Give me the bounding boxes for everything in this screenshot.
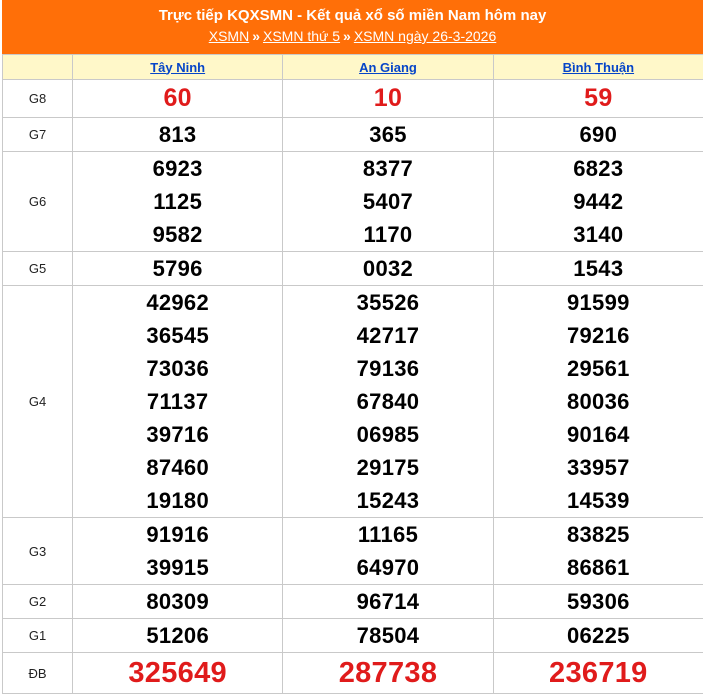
- winning-number: 86861: [566, 555, 630, 580]
- prize-cell: [73, 252, 283, 286]
- winning-number: 79136: [356, 356, 420, 381]
- prize-cell: [493, 619, 703, 653]
- winning-number: 39915: [146, 555, 209, 580]
- prize-row: [3, 286, 703, 518]
- lottery-results-widget: [2, 0, 703, 698]
- prize-cell: [73, 619, 283, 653]
- winning-number: 42717: [356, 323, 420, 348]
- results-body: [3, 80, 703, 694]
- winning-number: 6823: [573, 156, 624, 181]
- prize-row: [3, 152, 703, 252]
- winning-number: 11165: [357, 522, 419, 547]
- results-table: [2, 54, 703, 694]
- prize-cell: [493, 152, 703, 252]
- breadcrumb-link-xsmn-date[interactable]: XSMN ngày 26-3-2026: [353, 28, 497, 44]
- prize-row: [3, 585, 703, 619]
- prize-cell: [493, 653, 703, 694]
- winning-number: 10: [373, 84, 403, 112]
- winning-number: 287738: [338, 657, 438, 689]
- prize-label: G3: [3, 518, 73, 585]
- prize-cell: [73, 518, 283, 585]
- prize-cell: [283, 252, 493, 286]
- breadcrumb-link-xsmn-weekday[interactable]: XSMN thứ 5: [262, 28, 341, 44]
- prize-cell: [493, 286, 703, 518]
- province-header-cell: [493, 55, 703, 80]
- winning-number: 29175: [356, 455, 420, 480]
- province-link-tay-ninh[interactable]: Tây Ninh: [150, 59, 206, 75]
- winning-number: 59: [584, 84, 613, 112]
- prize-cell: [493, 80, 703, 118]
- winning-number: 64970: [356, 555, 420, 580]
- winning-number: 36545: [146, 323, 209, 348]
- winning-number: 59306: [566, 589, 630, 614]
- province-link-an-giang[interactable]: An Giang: [359, 59, 417, 75]
- prize-row: [3, 80, 703, 118]
- province-header-row: [3, 55, 703, 80]
- winning-number: 39716: [146, 422, 209, 447]
- winning-number: 90164: [566, 422, 630, 447]
- prize-cell: [283, 518, 493, 585]
- winning-number: 87460: [146, 455, 209, 480]
- prize-cell: [283, 619, 493, 653]
- prize-column-header: [3, 55, 73, 80]
- winning-number: 42962: [146, 290, 209, 315]
- winning-number: 73036: [146, 356, 209, 381]
- prize-row: [3, 118, 703, 152]
- winning-number: 78504: [356, 623, 420, 648]
- prize-cell: [493, 252, 703, 286]
- prize-cell: [493, 585, 703, 619]
- winning-number: 80309: [146, 589, 209, 614]
- winning-number: 35526: [356, 290, 420, 315]
- prize-label: G2: [3, 585, 73, 619]
- winning-number: 813: [158, 122, 197, 147]
- province-header-cell: [283, 55, 493, 80]
- winning-number: 33957: [566, 455, 630, 480]
- winning-number: 29561: [566, 356, 630, 381]
- prize-cell: [73, 118, 283, 152]
- winning-number: 67840: [356, 389, 420, 414]
- prize-cell: [73, 80, 283, 118]
- winning-number: 19180: [146, 488, 209, 513]
- winning-number: 15243: [356, 488, 420, 513]
- winning-number: 80036: [566, 389, 630, 414]
- winning-number: 96714: [356, 589, 420, 614]
- prize-cell: [73, 152, 283, 252]
- prize-row: [3, 653, 703, 694]
- winning-number: 9582: [152, 222, 203, 247]
- prize-cell: [283, 80, 493, 118]
- winning-number: 1125: [153, 189, 203, 214]
- province-link-binh-thuan[interactable]: Bình Thuận: [562, 59, 635, 75]
- winning-number: 06985: [356, 422, 420, 447]
- prize-cell: [493, 518, 703, 585]
- winning-number: 83825: [566, 522, 630, 547]
- prize-label: G5: [3, 252, 73, 286]
- winning-number: 79216: [566, 323, 630, 348]
- prize-cell: [283, 118, 493, 152]
- winning-number: 1170: [363, 222, 413, 247]
- prize-row: [3, 619, 703, 653]
- results-header: [2, 0, 703, 54]
- prize-cell: [283, 585, 493, 619]
- winning-number: 51206: [146, 623, 209, 648]
- winning-number: 5407: [362, 189, 414, 214]
- breadcrumb-separator: »: [252, 28, 260, 44]
- winning-number: 5796: [152, 256, 203, 281]
- prize-cell: [283, 653, 493, 694]
- winning-number: 06225: [566, 623, 630, 648]
- winning-number: 71137: [146, 389, 209, 414]
- prize-cell: [283, 286, 493, 518]
- breadcrumb: [2, 26, 703, 46]
- winning-number: 9442: [573, 189, 624, 214]
- winning-number: 325649: [128, 657, 227, 689]
- prize-cell: [283, 152, 493, 252]
- winning-number: 14539: [566, 488, 630, 513]
- prize-row: [3, 518, 703, 585]
- prize-label: G6: [3, 152, 73, 252]
- prize-label: G4: [3, 286, 73, 518]
- winning-number: 365: [369, 122, 407, 147]
- prize-label: G1: [3, 619, 73, 653]
- winning-number: 8377: [362, 156, 414, 181]
- prize-cell: [73, 585, 283, 619]
- prize-cell: [73, 653, 283, 694]
- winning-number: 1543: [573, 256, 624, 281]
- breadcrumb-link-xsmn[interactable]: XSMN: [208, 28, 250, 44]
- prize-cell: [493, 118, 703, 152]
- winning-number: 91916: [146, 522, 209, 547]
- breadcrumb-separator: »: [343, 28, 351, 44]
- winning-number: 91599: [566, 290, 630, 315]
- header-title: Trực tiếp KQXSMN - Kết quả xổ số miền Nam hôm nay: [158, 7, 547, 24]
- prize-label: G8: [3, 80, 73, 118]
- prize-row: [3, 252, 703, 286]
- winning-number: 60: [163, 84, 192, 112]
- prize-cell: [73, 286, 283, 518]
- winning-number: 236719: [549, 657, 648, 689]
- prize-label: G7: [3, 118, 73, 152]
- winning-number: 690: [579, 122, 618, 147]
- province-header-cell: [73, 55, 283, 80]
- winning-number: 6923: [152, 156, 203, 181]
- winning-number: 0032: [362, 256, 414, 281]
- prize-label: ĐB: [3, 653, 73, 694]
- winning-number: 3140: [573, 222, 624, 247]
